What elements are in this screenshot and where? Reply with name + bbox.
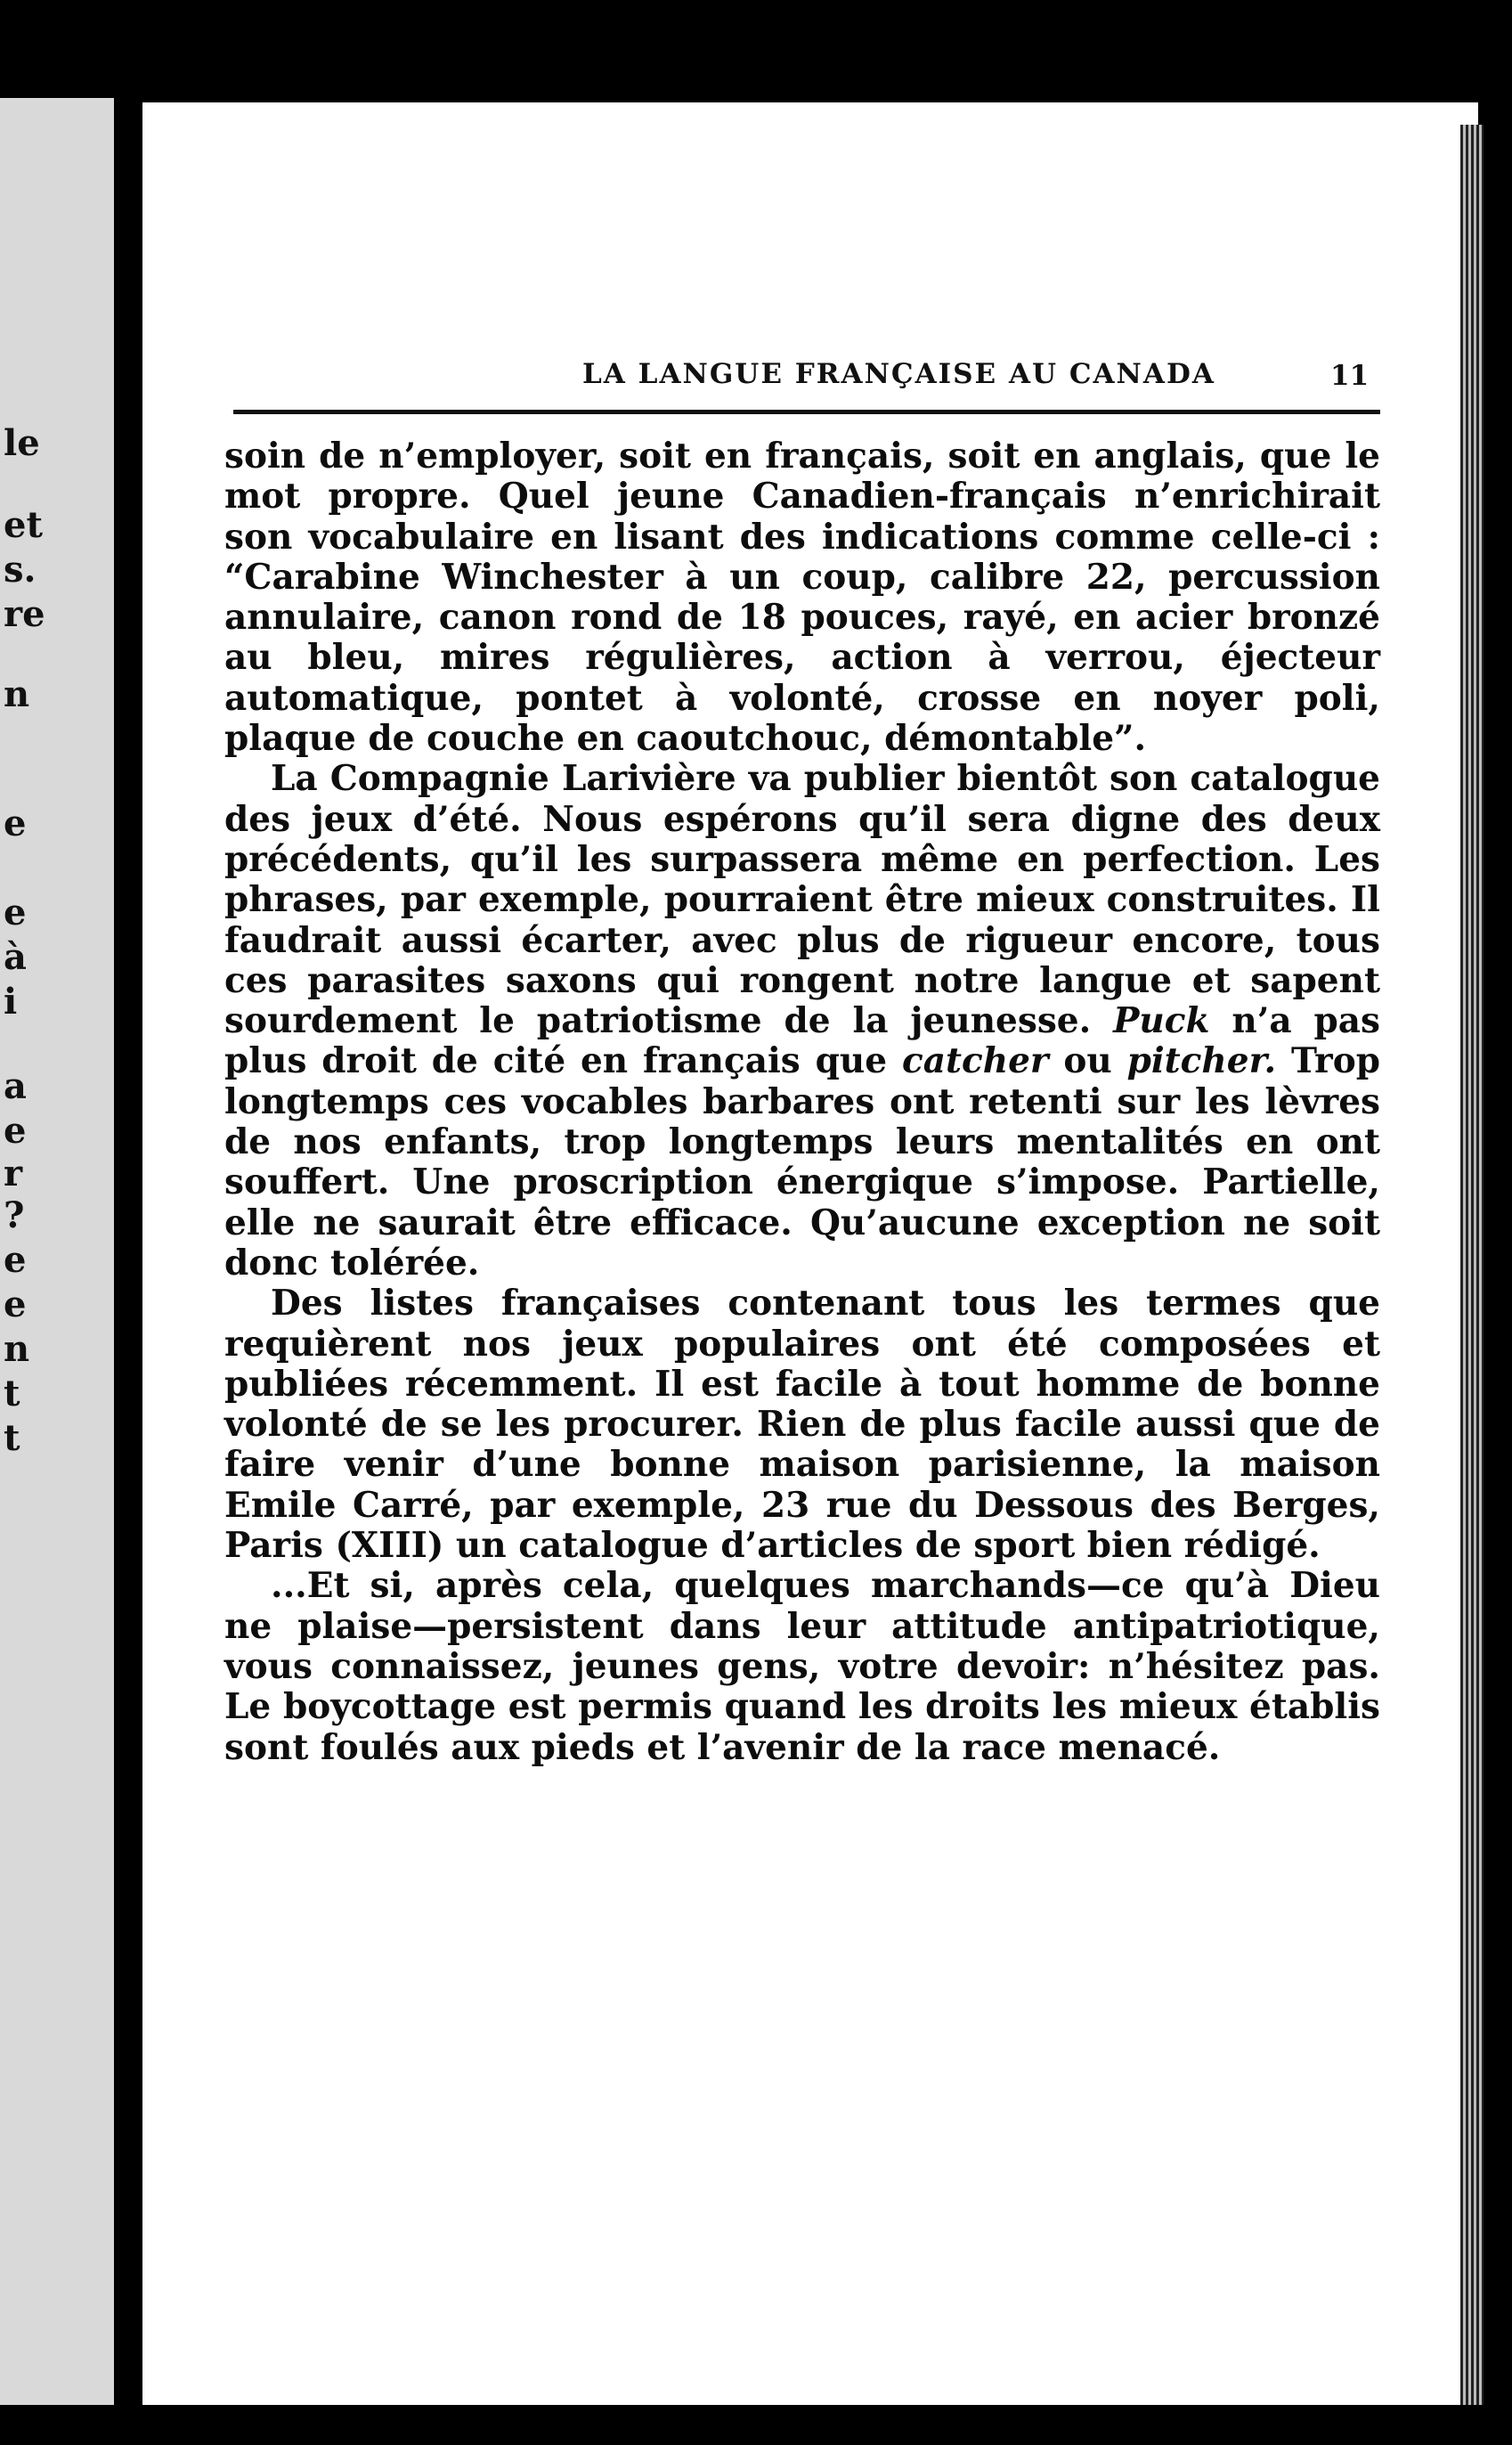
fragment: t <box>4 1417 20 1459</box>
paragraph-3: Des listes françaises contenant tous les termes que requièrent nos jeux populaires ont été composées et publiées récemment. Il est facile à tout homme de bonne volonté de se les procurer. Rien de plus facile aussi que de faire venir d’une bonne maison parisienne, la maison Emile Carré, par exemple, 23 rue du Dessous des Berges, Paris (XIII) un catalogue d’articles de sport bien rédigé. <box>224 1283 1380 1567</box>
paragraph-4: ...Et si, après cela, quelques marchands—ce qu’à Dieu ne plaise—persistent dans leur attitude antipatriotique, vous connaissez, jeunes gens, votre devoir: n’hésitez pas. Le boycottage est permis quand les droits les mieux établis sont foulés aux pieds et l’avenir de la race menacé. <box>224 1565 1380 1768</box>
fragment: n <box>4 1328 30 1370</box>
fragment: a <box>4 1065 27 1107</box>
italic-word-pitcher: pitcher. <box>1126 1040 1277 1082</box>
fragment: e <box>4 1284 27 1325</box>
paragraph-2-text-d: Trop longtemps ces vocables barbares ont retenti sur les lèvres de nos enfants, trop longtemps leurs mentalités en ont souffert. Une proscription énergique s’impose. Partielle, elle ne saurait être efficace. Qu’aucune exception ne soit donc tolérée. <box>224 1040 1381 1284</box>
paragraph-2 <box>224 759 1380 1284</box>
fragment: à <box>4 936 27 978</box>
header-rule <box>233 410 1380 414</box>
fragment: et <box>4 504 43 546</box>
running-title: LA LANGUE FRANÇAISE AU CANADA <box>582 358 1215 390</box>
book-page <box>142 102 1478 2405</box>
fragment: e <box>4 892 27 933</box>
paragraph-2-text-a: La Compagnie Larivière va publier bientôt son catalogue des jeux d’été. Nous espérons qu’il sera digne des deux précédents, qu’il les surpassera même en perfection. Les phrases, par exemple, pourraient être mieux construites. Il faudrait aussi écarter, avec plus de rigueur encore, tous ces parasites saxons qui rongent notre langue et sapent sourdement le patriotisme de la jeunesse. <box>224 758 1380 1042</box>
page-header <box>232 347 1371 401</box>
fragment: e <box>4 803 27 844</box>
fragment: t <box>4 1373 20 1414</box>
page-number: 11 <box>1330 360 1370 392</box>
fragment: ? <box>4 1194 25 1236</box>
fragment: r <box>4 1153 23 1194</box>
paragraph-2-text-b: n’a pas plus droit de cité en français que <box>224 1000 1380 1082</box>
page-body <box>224 436 1380 1768</box>
page-stack-edge <box>1460 125 1484 2405</box>
italic-word-puck: Puck <box>1113 1000 1210 1042</box>
fragment: le <box>4 422 40 464</box>
fragment: n <box>4 673 30 715</box>
fragment: e <box>4 1239 27 1281</box>
fragment: e <box>4 1110 27 1152</box>
fragment: re <box>4 593 45 635</box>
fragment: s. <box>4 549 37 591</box>
paragraph-2-text-c: ou <box>1048 1040 1127 1082</box>
facing-page-fragments <box>0 0 114 2445</box>
paragraph-1: soin de n’employer, soit en français, soit en anglais, que le mot propre. Quel jeune Canadien-français n’enrichirait son vocabulaire en lisant des indications comme celle-ci : “Carabine Winchester à un coup, calibre 22, percussion annulaire, canon rond de 18 pouces, rayé, en acier bronzé au bleu, mires régulières, action à verrou, éjecteur automatique, pontet à volonté, crosse en noyer poli, plaque de couche en caoutchouc, démontable”. <box>224 436 1380 760</box>
italic-word-catcher: catcher <box>901 1040 1049 1082</box>
fragment: i <box>4 981 18 1023</box>
